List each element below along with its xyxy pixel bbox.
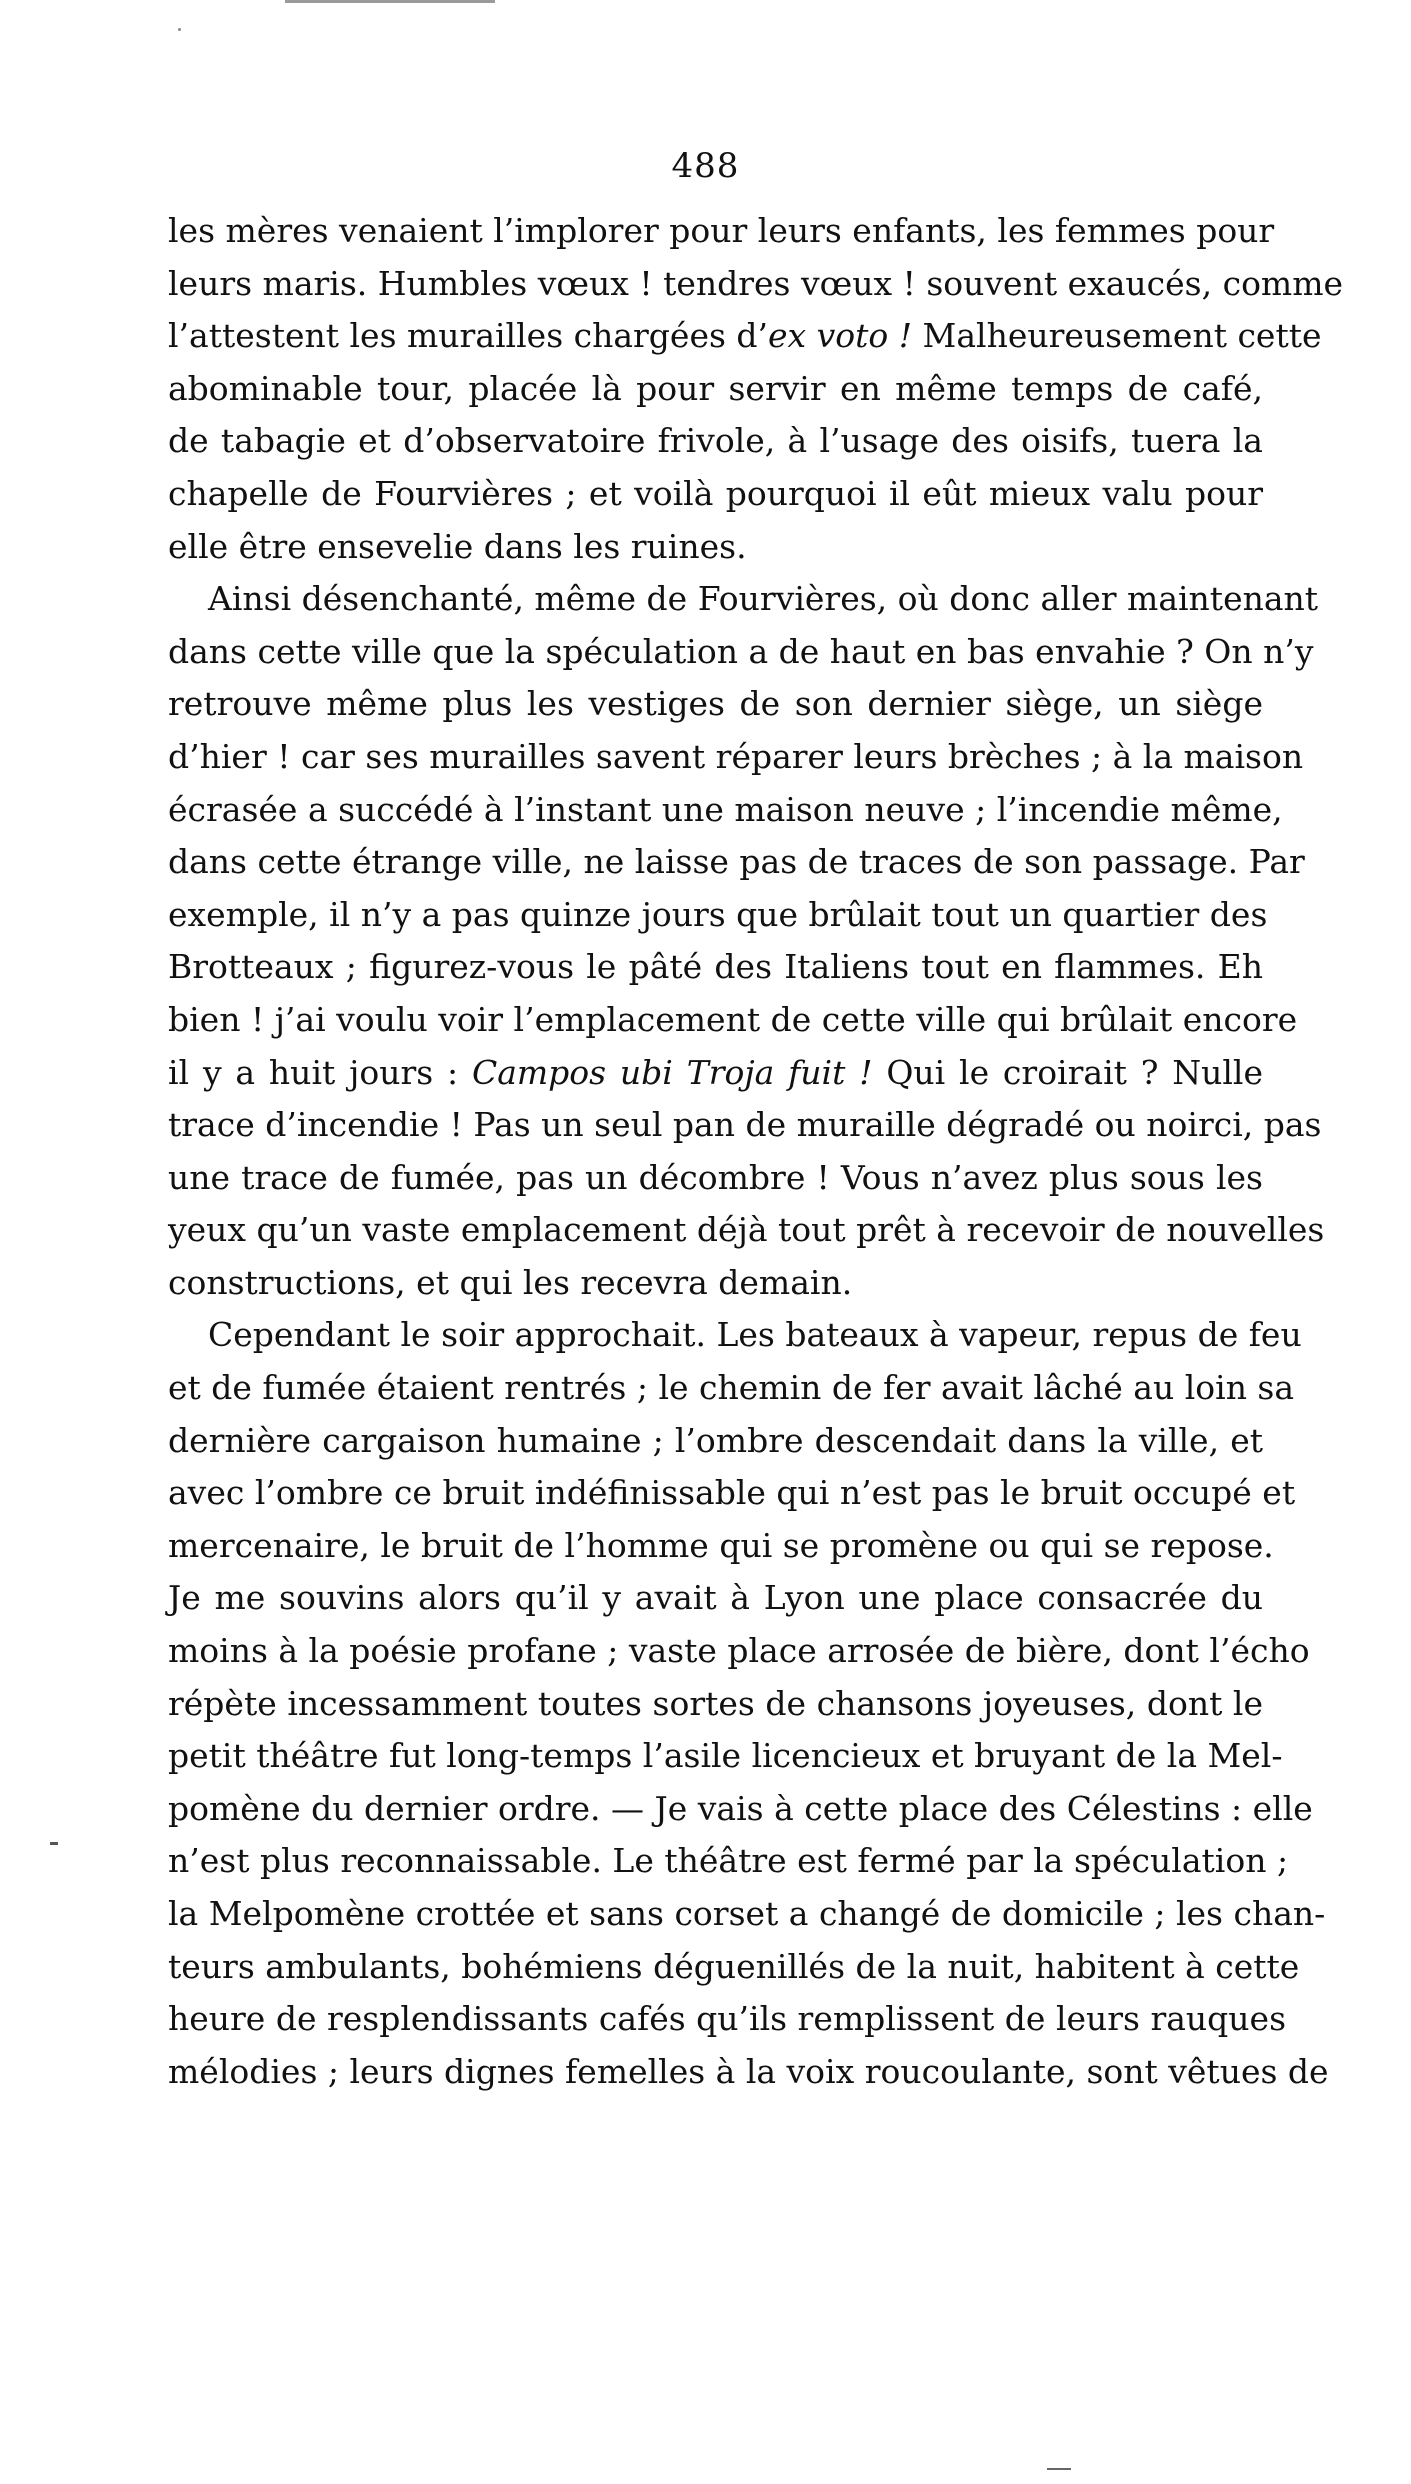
text-line: mélodies ; leurs dignes femelles à la voix roucoulante, sont vêtues de [168,2051,1329,2091]
text-line: exemple, il n’y a pas quinze jours que brûlait tout un quartier des [168,894,1268,934]
text-line: les mères venaient l’implorer pour leurs enfants, les femmes pour [168,211,1275,250]
text-line: retrouve même plus les vestiges de son dernier siège, un siège [168,684,1263,724]
text-line: d’hier ! car ses murailles savent réparer leurs brèches ; à la maison [168,736,1304,776]
text-line: la Melpomène crottée et sans corset a changé de domicile ; les chan- [168,1894,1326,1933]
text-line: yeux qu’un vaste emplacement déjà tout prêt à recevoir de nouvelles [168,1210,1325,1250]
margin-speck [178,28,181,31]
text-line: répète incessamment toutes sortes de chansons joyeuses, dont le [168,1683,1263,1723]
italic-phrase: ex voto ! [768,316,913,356]
text-line: l’attestent les murailles chargées d’ex voto ! Malheureusement cette [168,316,1322,356]
text-line: Brotteaux ; figurez-vous le pâté des Italiens tout en flammes. Eh [168,947,1263,987]
body-text [168,205,1344,2098]
text-line: Cependant le soir approchait. Les bateaux à vapeur, repus de feu [208,1315,1302,1355]
text-line: constructions, et qui les recevra demain. [168,1262,853,1302]
text-line: une trace de fumée, pas un décombre ! Vous n’avez plus sous les [168,1157,1263,1197]
text-line: petit théâtre fut long-temps l’asile licencieux et bruyant de la Mel- [168,1736,1283,1776]
text-line: Ainsi désenchanté, même de Fourvières, où donc aller maintenant [208,579,1319,619]
text-line: dans cette étrange ville, ne laisse pas de traces de son passage. Par [168,842,1305,882]
text-line: moins à la poésie profane ; vaste place arrosée de bière, dont l’écho [168,1631,1310,1671]
bottom-mark [1047,2468,1071,2470]
text-line: heure de resplendissants cafés qu’ils remplissent de leurs rauques [168,1999,1287,2039]
text-line: il y a huit jours : Campos ubi Troja fuit ! Qui le croirait ? Nulle [168,1052,1264,1092]
text-line: abominable tour, placée là pour servir en même temps de café, [168,368,1263,408]
text-line: avec l’ombre ce bruit indéfinissable qui n’est pas le bruit occupé et [168,1473,1296,1513]
text-line: chapelle de Fourvières ; et voilà pourquoi il eût mieux valu pour [168,473,1263,513]
page-number: 488 [671,146,740,186]
text-line: mercenaire, le bruit de l’homme qui se promène ou qui se repose. [168,1525,1274,1565]
text-line: de tabagie et d’observatoire frivole, à l’usage des oisifs, tuera la [168,421,1263,461]
top-rule [285,0,495,3]
text-line: teurs ambulants, bohémiens déguenillés de la nuit, habitent à cette [168,1946,1300,1986]
text-line: trace d’incendie ! Pas un seul pan de muraille dégradé ou noirci, pas [168,1105,1322,1145]
text-line: pomène du dernier ordre. — Je vais à cette place des Célestins : elle [168,1788,1313,1828]
text-line: dernière cargaison humaine ; l’ombre descendait dans la ville, et [168,1420,1263,1460]
text-line: et de fumée étaient rentrés ; le chemin de fer avait lâché au loin sa [168,1368,1295,1408]
italic-phrase: Campos ubi Troja fuit ! [471,1052,873,1092]
margin-mark [50,1842,58,1845]
text-line: bien ! j’ai voulu voir l’emplacement de cette ville qui brûlait encore [168,999,1298,1039]
text-line: écrasée a succédé à l’instant une maison neuve ; l’incendie même, [168,789,1283,829]
text-line: leurs maris. Humbles vœux ! tendres vœux ! souvent exaucés, comme [168,263,1344,303]
text-line: Je me souvins alors qu’il y avait à Lyon une place consacrée du [168,1578,1263,1618]
text-line: n’est plus reconnaissable. Le théâtre est fermé par la spéculation ; [168,1841,1289,1881]
text-line: dans cette ville que la spéculation a de haut en bas envahie ? On n’y [168,631,1314,671]
text-line: elle être ensevelie dans les ruines. [168,526,747,566]
